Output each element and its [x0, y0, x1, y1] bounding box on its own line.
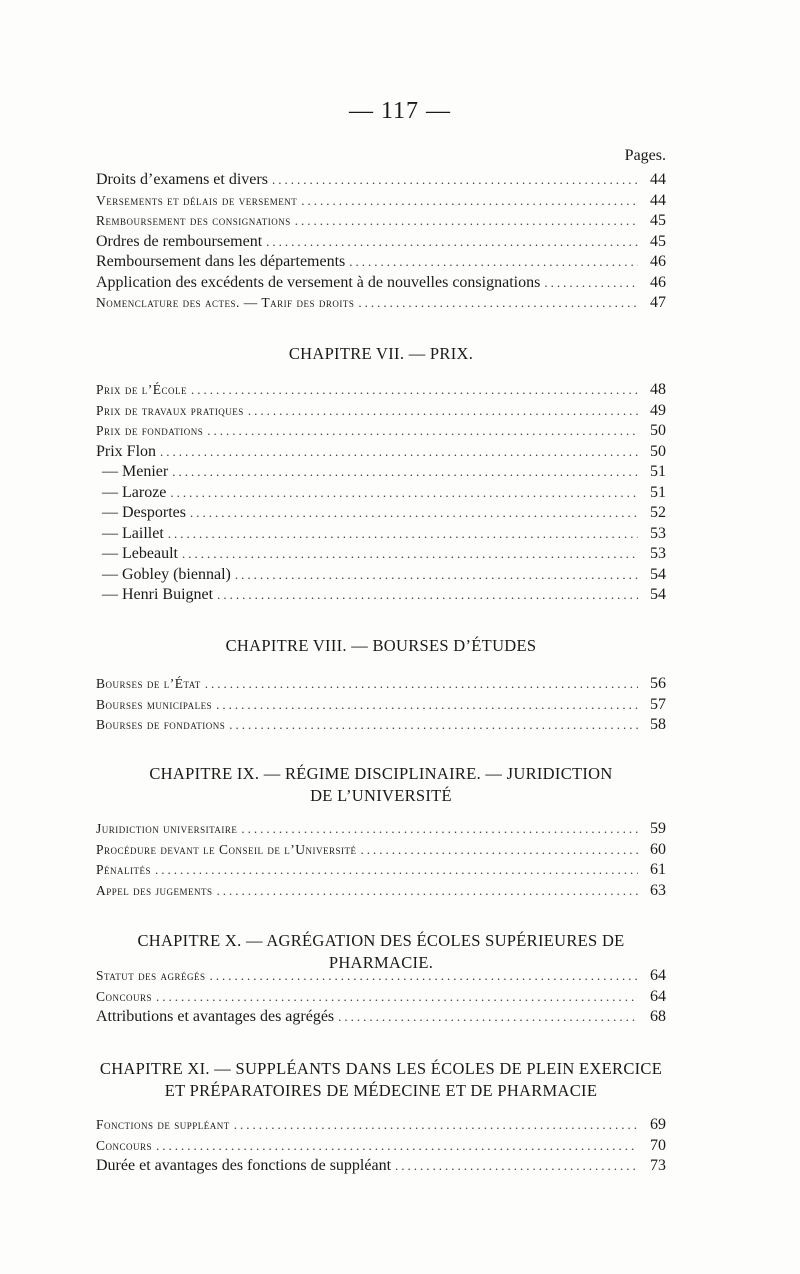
- toc-entry-page: 58: [650, 716, 666, 733]
- dot-leader: [156, 987, 638, 1008]
- toc-entry: [96, 987, 666, 1008]
- toc-entry-page: 51: [650, 483, 666, 501]
- dot-leader: [160, 442, 638, 463]
- toc-entry-title: Fonctions de suppléant: [96, 1117, 230, 1132]
- toc-entry: [96, 1136, 666, 1157]
- toc-entry-page: 54: [650, 565, 666, 583]
- chapter-heading: DE L’UNIVERSITÉ: [310, 786, 452, 805]
- chapter-heading: CHAPITRE VII. — PRIX.: [288, 344, 474, 363]
- toc-entry: [96, 211, 666, 232]
- toc-entry-page: 73: [650, 1157, 666, 1174]
- dot-leader: [272, 170, 638, 191]
- toc-entry-page: 57: [650, 695, 666, 713]
- toc-entry: [96, 170, 666, 191]
- toc-entry: [96, 565, 666, 586]
- toc-list: [96, 966, 666, 1028]
- toc-entry-title: Remboursement dans les départements: [96, 253, 346, 270]
- toc-entry-title: Nomenclature des actes. — Tarif des droits: [96, 295, 355, 310]
- toc-entry-title: Bourses municipales: [96, 696, 213, 712]
- toc-entry-page: 53: [650, 524, 666, 542]
- toc-entry: [96, 695, 666, 716]
- toc-entry-page: 61: [650, 861, 666, 878]
- toc-entry: [96, 966, 666, 987]
- dot-leader: [168, 524, 638, 545]
- toc-entry-title: Durée et avantages des fonctions de suppléant: [96, 1157, 392, 1174]
- toc-list: [96, 674, 666, 736]
- toc-entry: [96, 819, 666, 840]
- dot-leader: [210, 966, 638, 987]
- toc-entry-title: Prix Flon: [96, 442, 157, 460]
- dot-leader: [395, 1156, 638, 1177]
- toc-entry-title: Remboursement des consignations: [96, 213, 291, 228]
- chapter-heading: CHAPITRE IX. — RÉGIME DISCIPLINAIRE. — JURIDICTION: [149, 764, 613, 783]
- dot-leader: [358, 293, 638, 314]
- toc-entry-page: 50: [650, 422, 666, 439]
- toc-entry-title: Concours: [96, 988, 153, 1004]
- toc-entry: [96, 840, 666, 861]
- toc-entry-title: Application des excédents de versement à de nouvelles consignations: [96, 273, 541, 291]
- dot-leader: [191, 380, 638, 401]
- dot-leader: [229, 715, 638, 736]
- toc-entry-page: 69: [650, 1116, 666, 1133]
- toc-entry-title: Versements et délais de versement: [96, 192, 298, 208]
- toc-entry: [96, 401, 666, 422]
- toc-entry: [96, 462, 666, 483]
- toc-entry: [96, 881, 666, 902]
- toc-entry: [96, 715, 666, 736]
- toc-entry-title: — Lebeault: [102, 545, 178, 562]
- toc-entry: [96, 483, 666, 504]
- toc-entry-title: Bourses de l’État: [96, 676, 201, 691]
- toc-entry: [96, 293, 666, 314]
- toc-entry-page: 48: [650, 381, 666, 398]
- toc-entry-page: 60: [650, 840, 666, 858]
- toc-entry: [96, 1115, 666, 1136]
- toc-entry: [96, 273, 666, 294]
- toc-entry-title: Juridiction universitaire: [96, 821, 238, 836]
- toc-entry-title: Concours: [96, 1137, 153, 1153]
- toc-entry-title: Procédure devant le Conseil de l’Université: [96, 841, 357, 857]
- toc-entry: [96, 191, 666, 212]
- toc-entry: [96, 442, 666, 463]
- toc-entry-page: 64: [650, 967, 666, 984]
- toc-entry: [96, 585, 666, 606]
- dot-leader: [205, 674, 638, 695]
- toc-entry-title: — Gobley (biennal): [102, 565, 231, 583]
- dot-leader: [216, 695, 638, 716]
- chapter-heading: CHAPITRE X. — AGRÉGATION DES ÉCOLES SUPÉRIEURES DE PHARMACIE.: [137, 931, 625, 972]
- toc-entry: [96, 252, 666, 273]
- dot-leader: [155, 860, 638, 881]
- toc-entry: [96, 860, 666, 881]
- dot-leader: [349, 252, 638, 273]
- toc-entry-page: 53: [650, 545, 666, 562]
- toc-entry-page: 46: [650, 253, 666, 270]
- dot-leader: [248, 401, 638, 422]
- toc-entry-title: Appel des jugements: [96, 882, 213, 898]
- dot-leader: [241, 819, 638, 840]
- dot-leader: [207, 421, 638, 442]
- toc-entry-title: Droits d’examens et divers: [96, 171, 268, 188]
- toc-entry: [96, 503, 666, 524]
- dot-leader: [172, 462, 638, 483]
- toc-entry-title: — Henri Buignet: [102, 586, 214, 603]
- toc-entry-page: 46: [650, 273, 666, 291]
- toc-entry-page: 47: [650, 294, 666, 311]
- dot-leader: [217, 585, 638, 606]
- dot-leader: [266, 232, 638, 253]
- dot-leader: [301, 191, 638, 212]
- toc-entry-page: 70: [650, 1136, 666, 1154]
- toc-list: [96, 1115, 666, 1177]
- dot-leader: [235, 565, 638, 586]
- chapter-heading: ET PRÉPARATOIRES DE MÉDECINE ET DE PHARMACIE: [164, 1081, 598, 1100]
- dot-leader: [360, 840, 638, 861]
- toc-entry-page: 56: [650, 675, 666, 692]
- toc-entry-page: 49: [650, 401, 666, 419]
- toc-entry: [96, 1156, 666, 1177]
- dot-leader: [295, 211, 638, 232]
- toc-entry-title: — Desportes: [102, 504, 186, 521]
- toc-entry-page: 54: [650, 586, 666, 603]
- toc-entry-title: Attributions et avantages des agrégés: [96, 1008, 335, 1025]
- toc-list: [96, 819, 666, 901]
- toc-entry-page: 64: [650, 987, 666, 1005]
- toc-entry-title: Prix de fondations: [96, 423, 204, 438]
- toc-entry: [96, 524, 666, 545]
- dot-leader: [544, 273, 638, 294]
- toc-entry: [96, 1007, 666, 1028]
- dot-leader: [182, 544, 638, 565]
- dot-leader: [190, 503, 638, 524]
- toc-entry-title: — Laillet: [102, 524, 164, 542]
- toc-entry-page: 45: [650, 212, 666, 229]
- toc-entry: [96, 544, 666, 565]
- toc-entry-title: Prix de travaux pratiques: [96, 402, 244, 418]
- toc-list: [96, 380, 666, 606]
- toc-entry-title: Bourses de fondations: [96, 717, 226, 732]
- toc-entry: [96, 674, 666, 695]
- toc-entry-title: Pénalités: [96, 862, 151, 877]
- toc-entry-title: Statut des agrégés: [96, 968, 206, 983]
- toc-entry-page: 52: [650, 504, 666, 521]
- toc-entry-title: Ordres de remboursement: [96, 232, 263, 250]
- dot-leader: [170, 483, 638, 504]
- pages-column-label: Pages.: [624, 147, 666, 164]
- toc-entry-page: 44: [650, 191, 666, 209]
- dot-leader: [338, 1007, 638, 1028]
- toc-entry-title: — Laroze: [102, 483, 167, 501]
- dot-leader: [234, 1115, 638, 1136]
- toc-entry-page: 44: [650, 171, 666, 188]
- chapter-heading: CHAPITRE VIII. — BOURSES D’ÉTUDES: [225, 636, 537, 655]
- toc-entry: [96, 421, 666, 442]
- toc-entry-page: 68: [650, 1008, 666, 1025]
- toc-entry-page: 51: [650, 463, 666, 480]
- toc-entry: [96, 380, 666, 401]
- toc-entry: [96, 232, 666, 253]
- chapter-heading: CHAPITRE XI. — SUPPLÉANTS DANS LES ÉCOLES DE PLEIN EXERCICE: [99, 1059, 663, 1078]
- dot-leader: [217, 881, 638, 902]
- toc-entry-page: 63: [650, 881, 666, 899]
- toc-entry-page: 45: [650, 232, 666, 250]
- toc-entry-page: 50: [650, 442, 666, 460]
- toc-entry-page: 59: [650, 820, 666, 837]
- page-number: — 117 —: [348, 98, 452, 124]
- dot-leader: [156, 1136, 638, 1157]
- toc-entry-title: — Menier: [102, 463, 169, 480]
- toc-entry-title: Prix de l’École: [96, 382, 187, 397]
- toc-list: [96, 170, 666, 314]
